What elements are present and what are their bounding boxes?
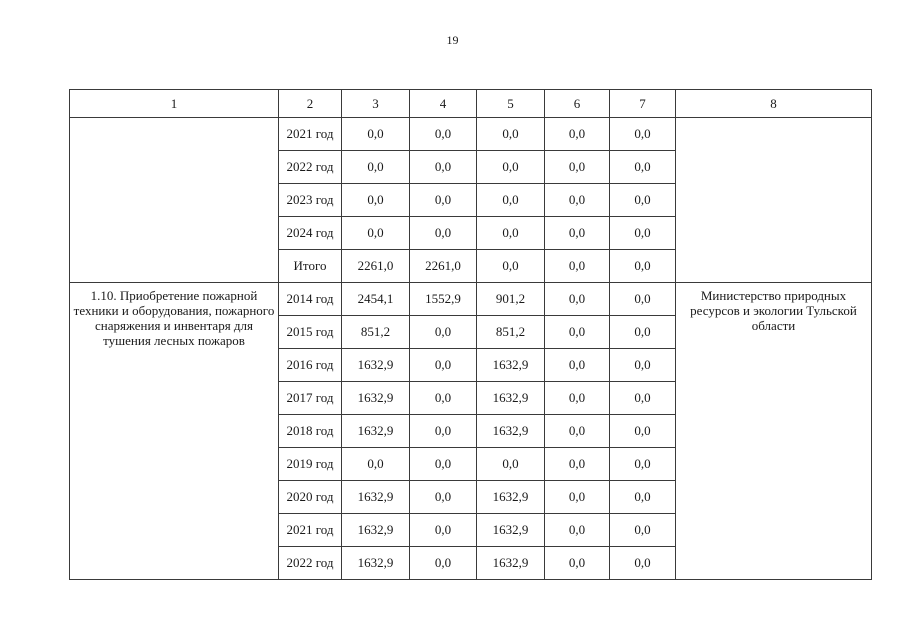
column-header-2: 2 xyxy=(279,90,342,118)
page-number: 19 xyxy=(446,33,459,47)
value-cell: 2261,0 xyxy=(410,250,477,283)
year-cell: 2015 год xyxy=(279,316,342,349)
value-cell: 0,0 xyxy=(610,382,676,415)
value-cell: 0,0 xyxy=(410,316,477,349)
column-header-7: 7 xyxy=(610,90,676,118)
header-row xyxy=(70,90,872,118)
value-cell: 0,0 xyxy=(545,349,610,382)
value-cell: 0,0 xyxy=(610,250,676,283)
value-cell: 0,0 xyxy=(545,448,610,481)
value-cell: 0,0 xyxy=(610,316,676,349)
column-header-5: 5 xyxy=(477,90,545,118)
value-cell: 0,0 xyxy=(610,349,676,382)
table-row xyxy=(70,283,872,316)
value-cell: 0,0 xyxy=(545,184,610,217)
year-cell: 2021 год xyxy=(279,514,342,547)
year-cell: 2022 год xyxy=(279,547,342,580)
value-cell: 0,0 xyxy=(410,481,477,514)
value-cell: 0,0 xyxy=(545,151,610,184)
value-cell: 0,0 xyxy=(545,217,610,250)
year-cell: 2019 год xyxy=(279,448,342,481)
value-cell: 0,0 xyxy=(410,184,477,217)
value-cell: 0,0 xyxy=(410,217,477,250)
value-cell: 1632,9 xyxy=(342,514,410,547)
value-cell: 0,0 xyxy=(545,547,610,580)
year-cell: 2020 год xyxy=(279,481,342,514)
value-cell: 1552,9 xyxy=(410,283,477,316)
value-cell: 901,2 xyxy=(477,283,545,316)
value-cell: 0,0 xyxy=(410,514,477,547)
value-cell: 851,2 xyxy=(477,316,545,349)
value-cell: 1632,9 xyxy=(477,514,545,547)
value-cell: 0,0 xyxy=(545,382,610,415)
column-header-4: 4 xyxy=(410,90,477,118)
year-cell: 2023 год xyxy=(279,184,342,217)
value-cell: 0,0 xyxy=(477,118,545,151)
value-cell: 0,0 xyxy=(610,514,676,547)
table-body xyxy=(70,118,872,580)
value-cell: 0,0 xyxy=(342,217,410,250)
prev-responsible-cell xyxy=(676,118,872,283)
value-cell: 0,0 xyxy=(610,415,676,448)
value-cell: 1632,9 xyxy=(477,349,545,382)
value-cell: 0,0 xyxy=(545,415,610,448)
column-header-1: 1 xyxy=(70,90,279,118)
value-cell: 0,0 xyxy=(610,547,676,580)
value-cell: 0,0 xyxy=(477,250,545,283)
value-cell: 0,0 xyxy=(610,283,676,316)
value-cell: 0,0 xyxy=(410,415,477,448)
year-cell: 2021 год xyxy=(279,118,342,151)
value-cell: 0,0 xyxy=(610,151,676,184)
measure-description: 1.10. Приобретение пожарной техники и оборудования, пожарного снаряжения и инвентаря для тушения лесных пожаров xyxy=(70,283,279,580)
year-cell: 2017 год xyxy=(279,382,342,415)
value-cell: 0,0 xyxy=(410,118,477,151)
value-cell: 0,0 xyxy=(410,547,477,580)
responsible-executor: Министерство природных ресурсов и экологии Тульской области xyxy=(676,283,872,580)
year-cell: 2022 год xyxy=(279,151,342,184)
value-cell: 0,0 xyxy=(545,118,610,151)
value-cell: 851,2 xyxy=(342,316,410,349)
value-cell: 0,0 xyxy=(410,349,477,382)
value-cell: 0,0 xyxy=(477,217,545,250)
value-cell: 0,0 xyxy=(342,118,410,151)
total-label-cell: Итого xyxy=(279,250,342,283)
value-cell: 0,0 xyxy=(410,382,477,415)
value-cell: 0,0 xyxy=(477,184,545,217)
value-cell: 0,0 xyxy=(545,316,610,349)
year-cell: 2016 год xyxy=(279,349,342,382)
table-row xyxy=(70,118,872,151)
value-cell: 0,0 xyxy=(545,250,610,283)
program-table xyxy=(69,89,872,580)
value-cell: 1632,9 xyxy=(342,382,410,415)
value-cell: 2454,1 xyxy=(342,283,410,316)
column-header-3: 3 xyxy=(342,90,410,118)
value-cell: 0,0 xyxy=(477,151,545,184)
value-cell: 0,0 xyxy=(342,448,410,481)
value-cell: 0,0 xyxy=(342,184,410,217)
value-cell: 1632,9 xyxy=(342,481,410,514)
column-header-8: 8 xyxy=(676,90,872,118)
year-cell: 2014 год xyxy=(279,283,342,316)
year-cell: 2024 год xyxy=(279,217,342,250)
value-cell: 0,0 xyxy=(610,184,676,217)
value-cell: 0,0 xyxy=(610,481,676,514)
value-cell: 1632,9 xyxy=(477,481,545,514)
value-cell: 0,0 xyxy=(410,448,477,481)
value-cell: 1632,9 xyxy=(477,547,545,580)
value-cell: 1632,9 xyxy=(477,382,545,415)
value-cell: 1632,9 xyxy=(342,349,410,382)
value-cell: 1632,9 xyxy=(342,415,410,448)
value-cell: 1632,9 xyxy=(477,415,545,448)
value-cell: 0,0 xyxy=(410,151,477,184)
value-cell: 0,0 xyxy=(545,481,610,514)
value-cell: 0,0 xyxy=(610,448,676,481)
prev-description-cell xyxy=(70,118,279,283)
value-cell: 0,0 xyxy=(610,118,676,151)
value-cell: 1632,9 xyxy=(342,547,410,580)
value-cell: 0,0 xyxy=(545,283,610,316)
value-cell: 2261,0 xyxy=(342,250,410,283)
year-cell: 2018 год xyxy=(279,415,342,448)
column-header-6: 6 xyxy=(545,90,610,118)
value-cell: 0,0 xyxy=(545,514,610,547)
value-cell: 0,0 xyxy=(477,448,545,481)
value-cell: 0,0 xyxy=(610,217,676,250)
value-cell: 0,0 xyxy=(342,151,410,184)
